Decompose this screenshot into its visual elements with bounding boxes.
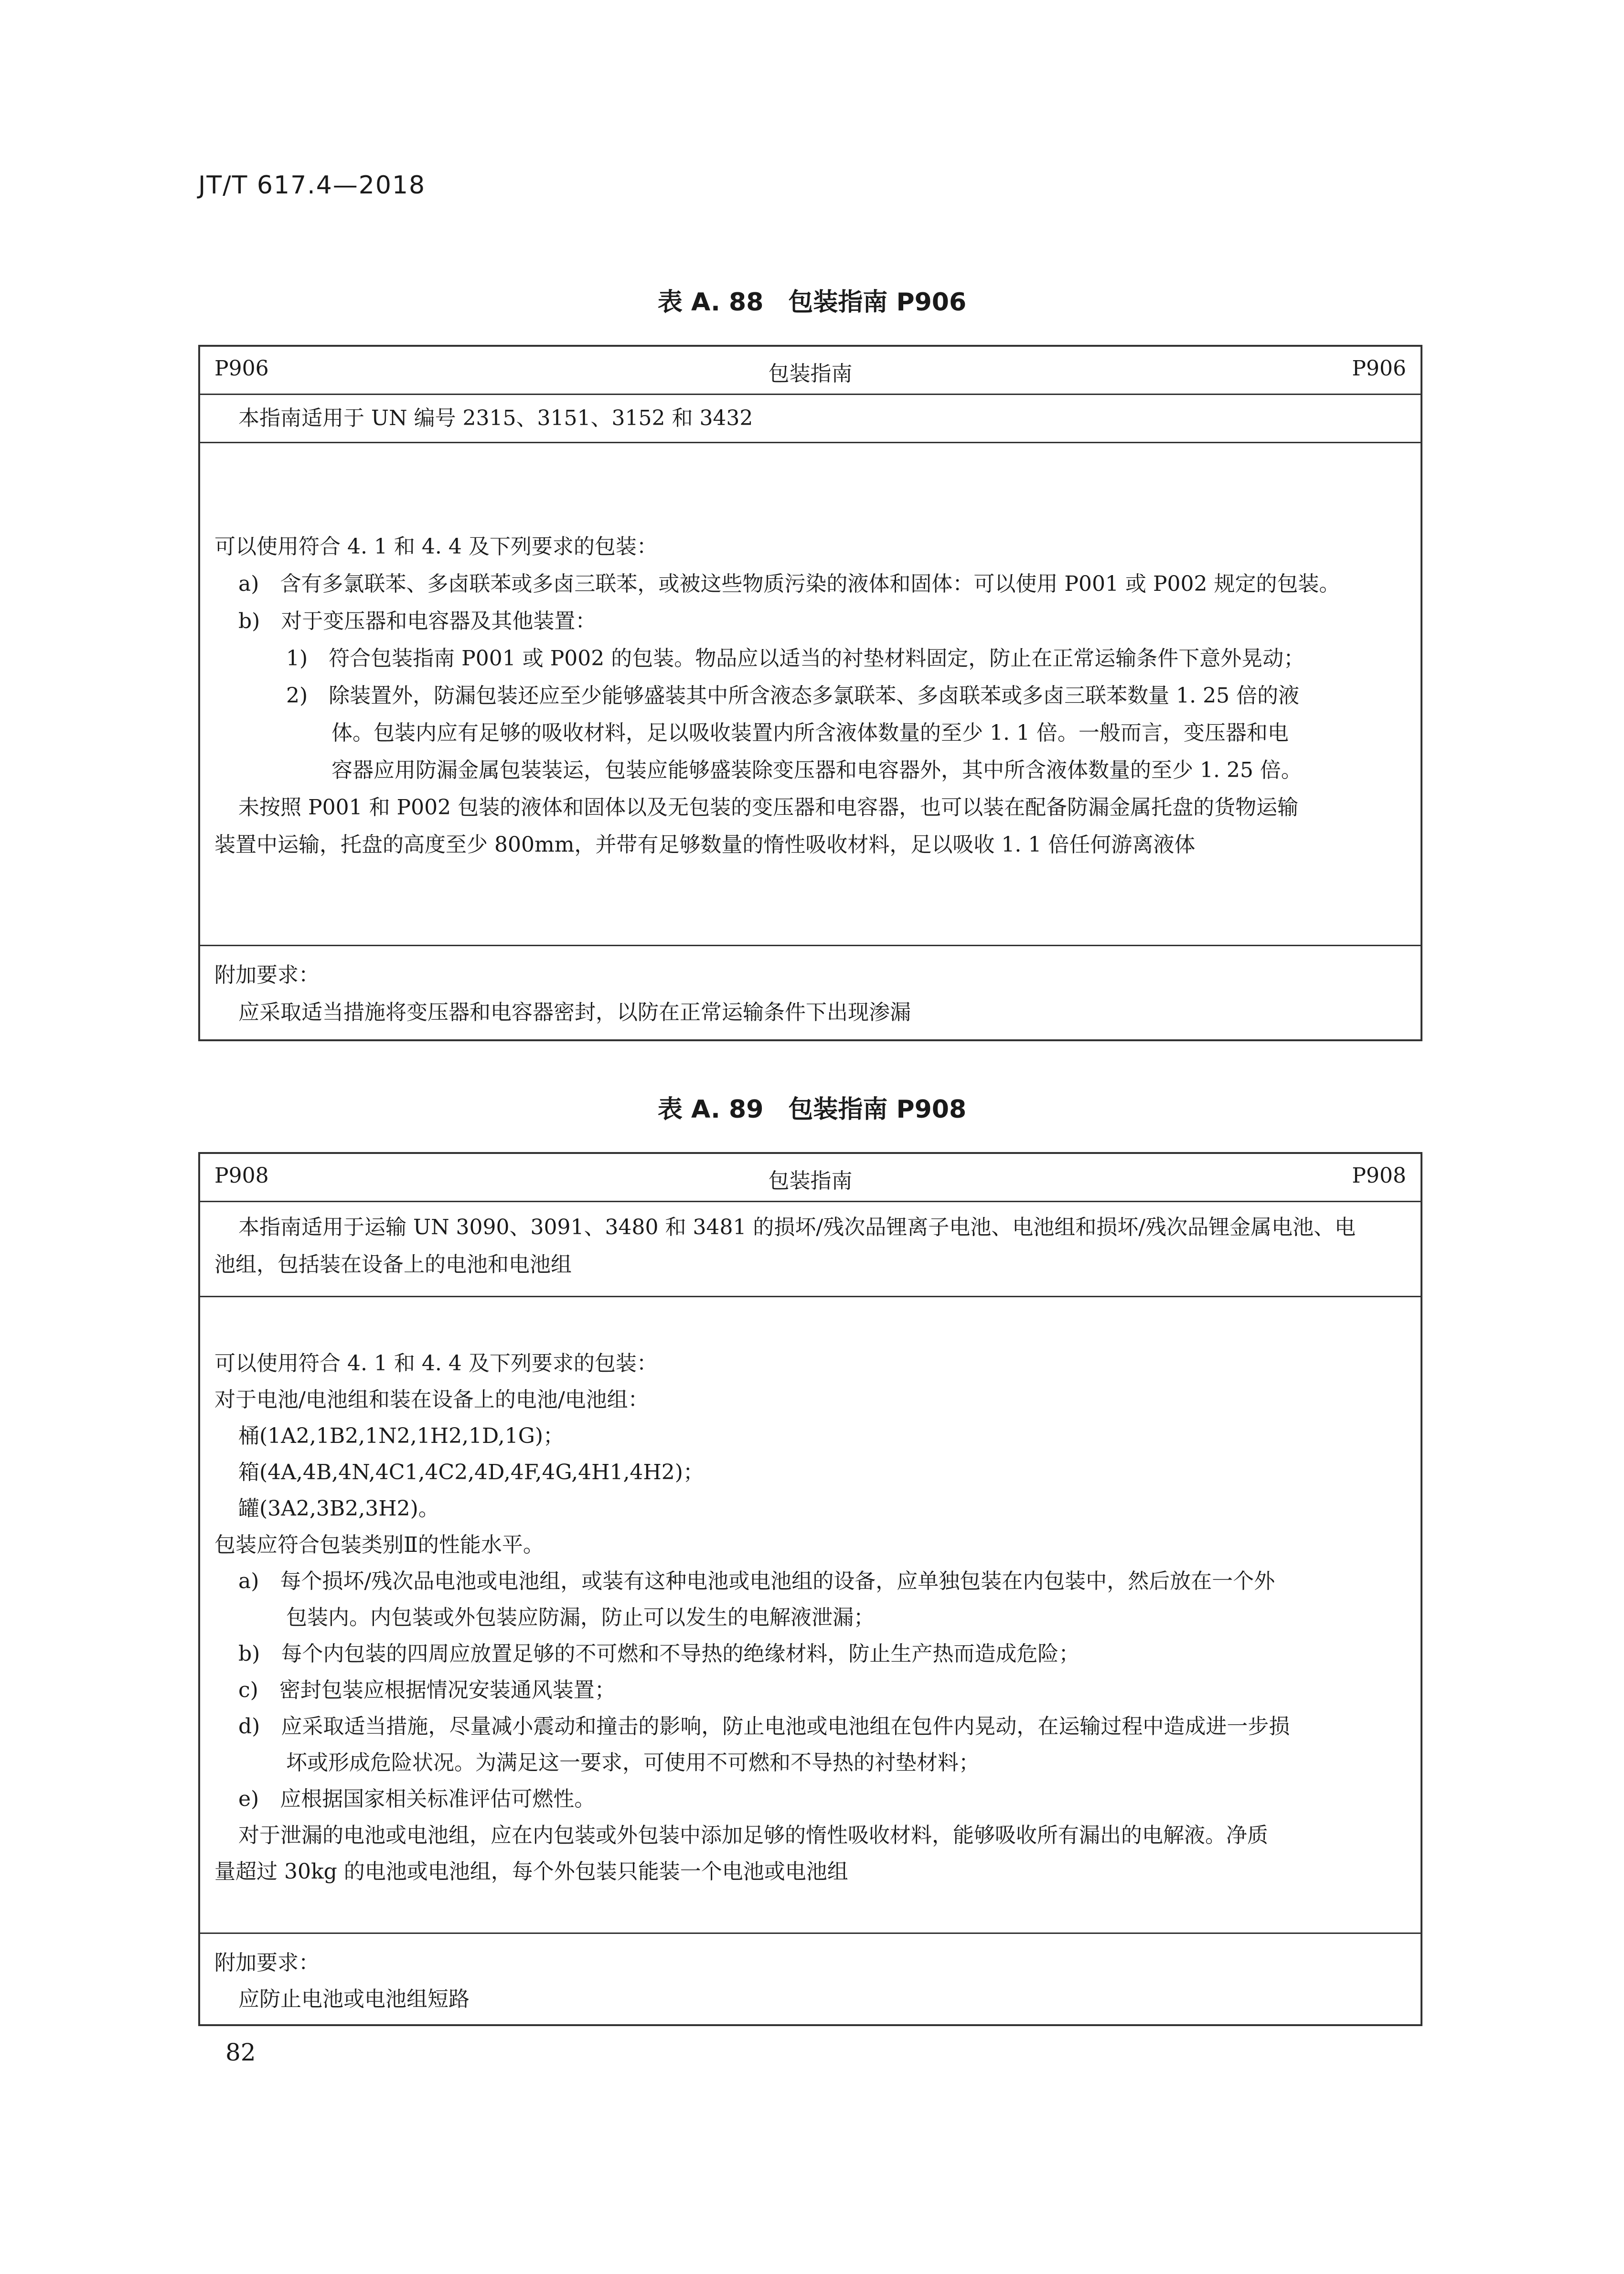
packaging-jerricans: 罐(3A2,3B2,3H2)。 — [238, 1496, 439, 1521]
table-a88 — [198, 345, 1422, 1041]
sub-item-1: 1) 符合包装指南 P001 或 P002 的包装。物品应以适当的衬垫材料固定，防止在正常运输条件下意外晃动； — [286, 646, 1305, 671]
sub-item-2-cont: 容器应用防漏金属包装装运，包装应能够盛装除变压器和电容器外，其中所含液体数量的至少 1. 25 倍。 — [331, 758, 1302, 782]
additional-text: 应采取适当措施将变压器和电容器密封，以防在正常运输条件下出现渗漏 — [238, 1000, 911, 1025]
list-item-a: a) 每个损坏/残次品电池或电池组，或装有这种电池或电池组的设备，应单独包装在内包装中，然后放在一个外 — [238, 1569, 1275, 1593]
body-line: 包装应符合包装类别Ⅱ的性能水平。 — [214, 1533, 544, 1557]
additional-row — [200, 946, 1421, 1040]
scope-text: 本指南适用于 UN 编号 2315、3151、3152 和 3432 — [238, 406, 753, 430]
table-header-row — [200, 347, 1421, 395]
additional-label: 附加要求： — [214, 1951, 320, 1975]
table-heading: 包装指南 — [768, 362, 853, 386]
table-a89 — [198, 1152, 1422, 2026]
sub-item-2-cont: 体。包装内应有足够的吸收材料，足以吸收装置内所含液体数量的至少 1. 1 倍。一般而言，变压器和电 — [331, 721, 1289, 745]
scope-text: 池组，包括装在设备上的电池和电池组 — [214, 1252, 572, 1277]
packaging-boxes: 箱(4A,4B,4N,4C1,4C2,4D,4F,4G,4H1,4H2)； — [238, 1460, 704, 1484]
body-line: 对于泄漏的电池或电池组，应在内包装或外包装中添加足够的惰性吸收材料，能够吸收所有漏出的电解液。净质 — [238, 1823, 1268, 1847]
scope-row — [200, 1202, 1421, 1297]
body-row — [200, 1297, 1421, 1934]
code-right: P908 — [1352, 1164, 1406, 1188]
body-line: 可以使用符合 4. 1 和 4. 4 及下列要求的包装： — [214, 534, 658, 559]
list-item-e: e) 应根据国家相关标准评估可燃性。 — [238, 1787, 596, 1811]
additional-row — [200, 1934, 1421, 2025]
list-item-a: a) 含有多氯联苯、多卤联苯或多卤三联苯，或被这些物质污染的液体和固体：可以使用 P001 或 P002 规定的包装。 — [238, 572, 1340, 596]
list-item-d-cont: 坏或形成危险状况。为满足这一要求，可使用不可燃和不导热的衬垫材料； — [286, 1751, 980, 1775]
body-line: 对于电池/电池组和装在设备上的电池/电池组： — [214, 1388, 649, 1412]
scope-text: 本指南适用于运输 UN 3090、3091、3480 和 3481 的损坏/残次品锂离子电池、电池组和损坏/残次品锂金属电池、电 — [238, 1215, 1356, 1239]
standard-code: JT/T 617.4—2018 — [198, 171, 426, 200]
list-item-b: b) 对于变压器和电容器及其他装置： — [238, 609, 597, 633]
code-left: P908 — [214, 1164, 269, 1188]
body-line: 未按照 P001 和 P002 包装的液体和固体以及无包装的变压器和电容器，也可以装在配备防漏金属托盘的货物运输 — [238, 795, 1299, 820]
table-header-row — [200, 1154, 1421, 1202]
packaging-drums: 桶(1A2,1B2,1N2,1H2,1D,1G)； — [238, 1424, 565, 1448]
body-line: 可以使用符合 4. 1 和 4. 4 及下列要求的包装： — [214, 1351, 658, 1376]
list-item-a-cont: 包装内。内包装或外包装应防漏，防止可以发生的电解液泄漏； — [286, 1605, 875, 1630]
page-number: 82 — [225, 2039, 256, 2066]
list-item-b: b) 每个内包装的四周应放置足够的不可燃和不导热的绝缘材料，防止生产热而造成危险； — [238, 1642, 1080, 1666]
body-row — [200, 443, 1421, 946]
list-item-d: d) 应采取适当措施，尽量减小震动和撞击的影响，防止电池或电池组在包件内晃动，在运输过程中造成进一步损 — [238, 1714, 1290, 1739]
code-right: P906 — [1352, 356, 1406, 381]
table-a88-title: 表 A. 88 包装指南 P906 — [657, 288, 967, 317]
table-heading: 包装指南 — [768, 1169, 853, 1193]
body-line: 量超过 30kg 的电池或电池组，每个外包装只能装一个电池或电池组 — [214, 1859, 848, 1884]
body-line: 装置中运输，托盘的高度至少 800mm，并带有足够数量的惰性吸收材料，足以吸收 1. 1 倍任何游离液体 — [214, 833, 1196, 857]
table-a89-title: 表 A. 89 包装指南 P908 — [657, 1095, 967, 1124]
code-left: P906 — [214, 356, 269, 381]
additional-text: 应防止电池或电池组短路 — [238, 1987, 470, 2011]
list-item-c: c) 密封包装应根据情况安装通风装置； — [238, 1678, 616, 1702]
additional-label: 附加要求： — [214, 963, 320, 987]
sub-item-2: 2) 除装置外，防漏包装还应至少能够盛装其中所含液态多氯联苯、多卤联苯或多卤三联苯数量 1. 25 倍的液 — [286, 683, 1300, 708]
scope-row — [200, 395, 1421, 443]
